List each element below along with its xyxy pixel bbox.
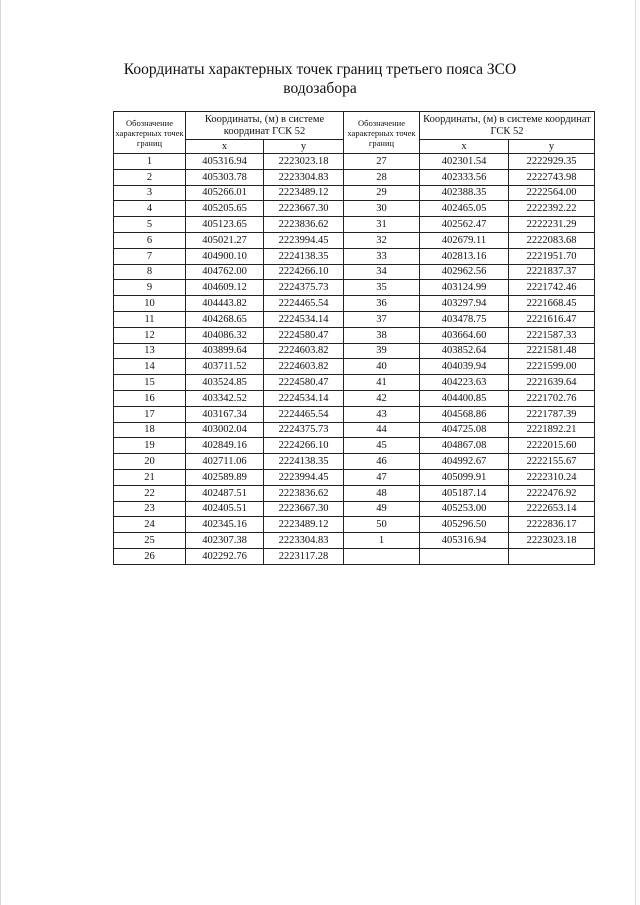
right-coord-x: 403124.99 (420, 280, 509, 296)
left-coord-y: 2223023.18 (264, 154, 344, 170)
right-point-id: 45 (344, 438, 420, 454)
right-coord-y: 2221892.21 (509, 422, 595, 438)
left-point-id: 10 (114, 296, 186, 312)
header-coords-group-left: Координаты, (м) в системе координат ГСК 52 (186, 112, 344, 140)
right-coord-x: 404400.85 (420, 390, 509, 406)
right-point-id: 40 (344, 359, 420, 375)
right-point-id: 47 (344, 469, 420, 485)
left-point-id: 17 (114, 406, 186, 422)
left-coord-y: 2223489.12 (264, 185, 344, 201)
table-row (114, 406, 595, 422)
right-point-id: 44 (344, 422, 420, 438)
title-line-1: Координаты характерных точек границ третьего пояса ЗСО (123, 61, 517, 78)
table-row (114, 264, 595, 280)
right-coord-x: 404992.67 (420, 454, 509, 470)
left-coord-x: 402589.89 (186, 469, 264, 485)
table-row (114, 343, 595, 359)
left-point-id: 7 (114, 248, 186, 264)
left-coord-y: 2224603.82 (264, 343, 344, 359)
right-coord-x: 403478.75 (420, 311, 509, 327)
left-coord-y: 2224138.35 (264, 248, 344, 264)
right-point-id: 38 (344, 327, 420, 343)
left-coord-y: 2224580.47 (264, 375, 344, 391)
right-coord-x: 405099.91 (420, 469, 509, 485)
table-row (114, 217, 595, 233)
left-point-id: 6 (114, 232, 186, 248)
left-coord-y: 2224534.14 (264, 311, 344, 327)
right-coord-x: 402301.54 (420, 154, 509, 170)
table-row (114, 280, 595, 296)
right-coord-y: 2221702.76 (509, 390, 595, 406)
left-coord-y: 2223994.45 (264, 469, 344, 485)
right-coord-y: 2221639.64 (509, 375, 595, 391)
left-coord-x: 402487.51 (186, 485, 264, 501)
right-coord-y: 2221581.48 (509, 343, 595, 359)
right-coord-y: 2221742.46 (509, 280, 595, 296)
left-point-id: 5 (114, 217, 186, 233)
right-coord-y: 2222231.29 (509, 217, 595, 233)
left-coord-x: 403002.04 (186, 422, 264, 438)
left-coord-y: 2223304.83 (264, 533, 344, 549)
right-coord-y: 2222392.22 (509, 201, 595, 217)
title-line-2: водозабора (283, 80, 357, 97)
left-coord-y: 2224266.10 (264, 438, 344, 454)
left-coord-y: 2223836.62 (264, 217, 344, 233)
right-point-id: 32 (344, 232, 420, 248)
right-coord-x: 402962.56 (420, 264, 509, 280)
left-point-id: 14 (114, 359, 186, 375)
right-coord-y: 2221787.39 (509, 406, 595, 422)
right-point-id: 28 (344, 169, 420, 185)
table-row (114, 501, 595, 517)
coordinates-table (113, 111, 595, 565)
table-row (114, 375, 595, 391)
table-row (114, 311, 595, 327)
left-coord-x: 404762.00 (186, 264, 264, 280)
right-coord-y: 2221951.70 (509, 248, 595, 264)
right-point-id: 39 (344, 343, 420, 359)
header-designation-right: Обозначение характерных точек границ (344, 112, 420, 154)
table-row (114, 390, 595, 406)
right-point-id: 1 (344, 533, 420, 549)
left-coord-x: 404086.32 (186, 327, 264, 343)
left-coord-y: 2224580.47 (264, 327, 344, 343)
header-y-right: y (509, 140, 595, 154)
right-coord-x: 402562.47 (420, 217, 509, 233)
left-coord-x: 405205.65 (186, 201, 264, 217)
right-point-id: 34 (344, 264, 420, 280)
header-coords-group-right: Координаты, (м) в системе координат ГСК 52 (420, 112, 595, 140)
table-row (114, 454, 595, 470)
right-coord-y: 2221587.33 (509, 327, 595, 343)
left-coord-x: 402849.16 (186, 438, 264, 454)
left-point-id: 1 (114, 154, 186, 170)
right-coord-x: 402813.16 (420, 248, 509, 264)
table-row (114, 438, 595, 454)
right-coord-y: 2222564.00 (509, 185, 595, 201)
right-point-id: 42 (344, 390, 420, 406)
left-coord-y: 2223304.83 (264, 169, 344, 185)
left-coord-y: 2224375.73 (264, 280, 344, 296)
left-point-id: 15 (114, 375, 186, 391)
scan-edge-left (0, 0, 1, 905)
table-body (114, 154, 595, 565)
table-row (114, 469, 595, 485)
left-coord-x: 403524.85 (186, 375, 264, 391)
left-coord-x: 404268.65 (186, 311, 264, 327)
right-coord-y: 2222743.98 (509, 169, 595, 185)
right-point-id: 46 (344, 454, 420, 470)
left-coord-x: 405021.27 (186, 232, 264, 248)
left-coord-x: 404443.82 (186, 296, 264, 312)
scan-edge-right (635, 0, 636, 905)
left-coord-y: 2224603.82 (264, 359, 344, 375)
left-coord-y: 2224266.10 (264, 264, 344, 280)
right-coord-x: 403852.64 (420, 343, 509, 359)
left-coord-y: 2224465.54 (264, 406, 344, 422)
right-point-id: 30 (344, 201, 420, 217)
right-coord-y (509, 548, 595, 564)
right-point-id: 50 (344, 517, 420, 533)
table-row (114, 232, 595, 248)
table-row (114, 201, 595, 217)
right-point-id: 33 (344, 248, 420, 264)
left-coord-x: 403711.52 (186, 359, 264, 375)
table-row (114, 169, 595, 185)
right-point-id: 29 (344, 185, 420, 201)
right-point-id: 49 (344, 501, 420, 517)
right-coord-x: 403664.60 (420, 327, 509, 343)
left-point-id: 9 (114, 280, 186, 296)
right-coord-y: 2221837.37 (509, 264, 595, 280)
left-point-id: 2 (114, 169, 186, 185)
right-point-id: 43 (344, 406, 420, 422)
right-coord-x: 404568.86 (420, 406, 509, 422)
left-point-id: 20 (114, 454, 186, 470)
left-point-id: 26 (114, 548, 186, 564)
table-row (114, 185, 595, 201)
left-coord-x: 404900.10 (186, 248, 264, 264)
right-point-id: 35 (344, 280, 420, 296)
left-coord-x: 403899.64 (186, 343, 264, 359)
right-coord-y: 2222836.17 (509, 517, 595, 533)
left-coord-y: 2224534.14 (264, 390, 344, 406)
table-row (114, 327, 595, 343)
right-coord-y: 2222083.68 (509, 232, 595, 248)
left-coord-x: 405303.78 (186, 169, 264, 185)
left-point-id: 11 (114, 311, 186, 327)
left-coord-y: 2224138.35 (264, 454, 344, 470)
right-coord-y: 2221668.45 (509, 296, 595, 312)
table-row (114, 485, 595, 501)
left-point-id: 16 (114, 390, 186, 406)
left-coord-y: 2223994.45 (264, 232, 344, 248)
table-row (114, 359, 595, 375)
left-coord-x: 405316.94 (186, 154, 264, 170)
table-row (114, 548, 595, 564)
left-coord-y: 2224465.54 (264, 296, 344, 312)
right-point-id: 48 (344, 485, 420, 501)
right-coord-y: 2223023.18 (509, 533, 595, 549)
right-coord-y: 2222476.92 (509, 485, 595, 501)
left-point-id: 21 (114, 469, 186, 485)
left-coord-x: 402345.16 (186, 517, 264, 533)
left-point-id: 25 (114, 533, 186, 549)
right-point-id: 36 (344, 296, 420, 312)
left-coord-y: 2223667.30 (264, 501, 344, 517)
right-coord-y: 2222310.24 (509, 469, 595, 485)
right-point-id (344, 548, 420, 564)
right-coord-x: 405316.94 (420, 533, 509, 549)
right-coord-x: 402465.05 (420, 201, 509, 217)
right-coord-x: 405296.50 (420, 517, 509, 533)
right-coord-x: 405187.14 (420, 485, 509, 501)
right-coord-x: 403297.94 (420, 296, 509, 312)
left-point-id: 18 (114, 422, 186, 438)
right-point-id: 31 (344, 217, 420, 233)
right-coord-x: 404039.94 (420, 359, 509, 375)
header-x-left: x (186, 140, 264, 154)
right-coord-x: 404725.08 (420, 422, 509, 438)
right-coord-y: 2222155.67 (509, 454, 595, 470)
table-row (114, 422, 595, 438)
left-coord-x: 402307.38 (186, 533, 264, 549)
right-point-id: 41 (344, 375, 420, 391)
left-point-id: 24 (114, 517, 186, 533)
left-coord-x: 404609.12 (186, 280, 264, 296)
right-coord-x: 402679.11 (420, 232, 509, 248)
right-coord-y: 2222015.60 (509, 438, 595, 454)
table-row (114, 517, 595, 533)
left-coord-x: 405123.65 (186, 217, 264, 233)
header-designation-left: Обозначение характерных точек границ (114, 112, 186, 154)
right-coord-y: 2221599.00 (509, 359, 595, 375)
page-title (120, 60, 520, 98)
right-coord-x: 404867.08 (420, 438, 509, 454)
left-coord-x: 402292.76 (186, 548, 264, 564)
left-coord-x: 405266.01 (186, 185, 264, 201)
header-x-right: x (420, 140, 509, 154)
table-row (114, 296, 595, 312)
left-point-id: 13 (114, 343, 186, 359)
left-point-id: 12 (114, 327, 186, 343)
left-point-id: 8 (114, 264, 186, 280)
left-coord-x: 403167.34 (186, 406, 264, 422)
right-coord-x: 404223.63 (420, 375, 509, 391)
right-coord-y: 2222929.35 (509, 154, 595, 170)
left-point-id: 22 (114, 485, 186, 501)
left-coord-x: 402405.51 (186, 501, 264, 517)
left-coord-y: 2224375.73 (264, 422, 344, 438)
left-coord-y: 2223836.62 (264, 485, 344, 501)
left-coord-x: 403342.52 (186, 390, 264, 406)
right-coord-x (420, 548, 509, 564)
left-coord-y: 2223117.28 (264, 548, 344, 564)
right-coord-y: 2221616.47 (509, 311, 595, 327)
left-coord-y: 2223489.12 (264, 517, 344, 533)
left-coord-y: 2223667.30 (264, 201, 344, 217)
left-point-id: 3 (114, 185, 186, 201)
right-coord-x: 402388.35 (420, 185, 509, 201)
right-coord-x: 405253.00 (420, 501, 509, 517)
right-point-id: 37 (344, 311, 420, 327)
right-coord-y: 2222653.14 (509, 501, 595, 517)
right-coord-x: 402333.56 (420, 169, 509, 185)
left-point-id: 23 (114, 501, 186, 517)
table-row (114, 248, 595, 264)
header-y-left: y (264, 140, 344, 154)
table-header (114, 112, 595, 154)
right-point-id: 27 (344, 154, 420, 170)
table-row (114, 533, 595, 549)
table-row (114, 154, 595, 170)
left-point-id: 19 (114, 438, 186, 454)
left-coord-x: 402711.06 (186, 454, 264, 470)
left-point-id: 4 (114, 201, 186, 217)
